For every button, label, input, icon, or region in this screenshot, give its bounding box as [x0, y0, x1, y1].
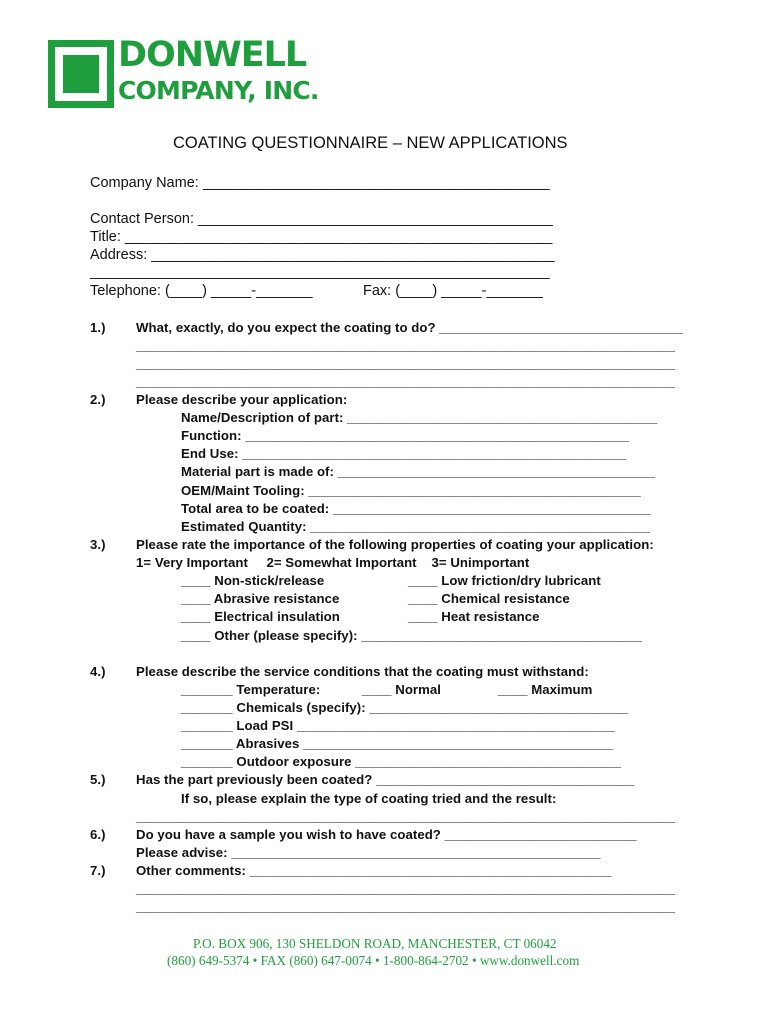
question-5-number: 5.) — [90, 772, 106, 787]
question-5-answer-line[interactable]: _________________________________________________________________________ — [136, 809, 676, 824]
question-7-answer-line[interactable]: _________________________________________________________________________ — [136, 899, 676, 914]
question-3: Please rate the importance of the following properties of coating your application: — [136, 537, 654, 552]
part-name-field[interactable]: Name/Description of part: __________________________________________ — [181, 410, 658, 425]
question-4-number: 4.) — [90, 664, 106, 679]
total-area-field[interactable]: Total area to be coated: ___________________________________________ — [181, 501, 651, 516]
function-field[interactable]: Function: ____________________________________________________ — [181, 428, 630, 443]
load-psi-field[interactable]: _______ Load PSI ___________________________________________ — [181, 718, 615, 733]
question-7-answer-line[interactable]: _________________________________________________________________________ — [136, 881, 676, 896]
question-7-number: 7.) — [90, 863, 106, 878]
logo-wordmark-line2: COMPANY, INC. — [118, 76, 319, 105]
question-1-answer-line[interactable]: _________________________________________________________________________ — [136, 374, 676, 389]
property-non-stick[interactable]: ____ Non-stick/release — [181, 573, 325, 588]
logo-wordmark-line1: DONWELL — [118, 35, 307, 75]
temperature-field[interactable]: _______ Temperature: — [181, 682, 321, 697]
question-1-answer-line[interactable]: _________________________________________________________________________ — [136, 338, 676, 353]
property-other[interactable]: ____ Other (please specify): ______________________________________ — [181, 628, 642, 643]
company-name-field[interactable]: Company Name: ___________________________________________ — [90, 175, 550, 191]
question-2-number: 2.) — [90, 392, 106, 407]
question-1-number: 1.) — [90, 320, 106, 335]
title-field[interactable]: Title: _____________________________________________________ — [90, 229, 553, 245]
footer-address: P.O. BOX 906, 130 SHELDON ROAD, MANCHESTER, CT 06042 — [193, 936, 557, 951]
property-low-friction[interactable]: ____ Low friction/dry lubricant — [408, 573, 601, 588]
property-abrasive-resistance[interactable]: ____ Abrasive resistance — [181, 591, 340, 606]
question-1-answer-line[interactable]: _________________________________________________________________________ — [136, 356, 676, 371]
question-7[interactable]: Other comments: _________________________________________________ — [136, 863, 612, 878]
rating-scale: 1= Very Important 2= Somewhat Important 3= Unimportant — [136, 555, 530, 570]
address-line-2[interactable]: _________________________________________________________ — [90, 264, 550, 280]
page-title: COATING QUESTIONNAIRE – NEW APPLICATIONS — [173, 134, 568, 152]
question-5-followup: If so, please explain the type of coating tried and the result: — [181, 791, 557, 806]
material-field[interactable]: Material part is made of: ___________________________________________ — [181, 464, 656, 479]
property-electrical-insulation[interactable]: ____ Electrical insulation — [181, 609, 340, 624]
temperature-normal[interactable]: ____ Normal — [362, 682, 441, 697]
question-3-number: 3.) — [90, 537, 106, 552]
abrasives-field[interactable]: _______ Abrasives __________________________________________ — [181, 736, 614, 751]
outdoor-exposure-field[interactable]: _______ Outdoor exposure ____________________________________ — [181, 754, 622, 769]
end-use-field[interactable]: End Use: ____________________________________________________ — [181, 446, 627, 461]
fax-field[interactable]: Fax: (____) _____-_______ — [363, 283, 543, 299]
question-1[interactable]: What, exactly, do you expect the coating to do? _________________________________ — [136, 320, 683, 335]
footer-contact: (860) 649-5374 • FAX (860) 647-0074 • 1-800-864-2702 • www.donwell.com — [167, 953, 580, 968]
please-advise-field[interactable]: Please advise: __________________________________________________ — [136, 845, 601, 860]
company-logo — [48, 35, 320, 108]
question-6-number: 6.) — [90, 827, 106, 842]
chemicals-field[interactable]: _______ Chemicals (specify): ___________________________________ — [181, 700, 628, 715]
contact-person-field[interactable]: Contact Person: ____________________________________________ — [90, 211, 553, 227]
oem-tooling-field[interactable]: OEM/Maint Tooling: _____________________________________________ — [181, 483, 641, 498]
property-chemical-resistance[interactable]: ____ Chemical resistance — [408, 591, 570, 606]
question-2: Please describe your application: — [136, 392, 348, 407]
temperature-maximum[interactable]: ____ Maximum — [498, 682, 593, 697]
telephone-field[interactable]: Telephone: (____) _____-_______ — [90, 283, 313, 299]
question-4: Please describe the service conditions that the coating must withstand: — [136, 664, 589, 679]
property-heat-resistance[interactable]: ____ Heat resistance — [408, 609, 540, 624]
estimated-quantity-field[interactable]: Estimated Quantity: ______________________________________________ — [181, 519, 650, 534]
logo-square-icon — [48, 40, 114, 108]
address-field[interactable]: Address: __________________________________________________ — [90, 247, 555, 263]
question-6[interactable]: Do you have a sample you wish to have coated? __________________________ — [136, 827, 637, 842]
question-5[interactable]: Has the part previously been coated? ___________________________________ — [136, 772, 635, 787]
